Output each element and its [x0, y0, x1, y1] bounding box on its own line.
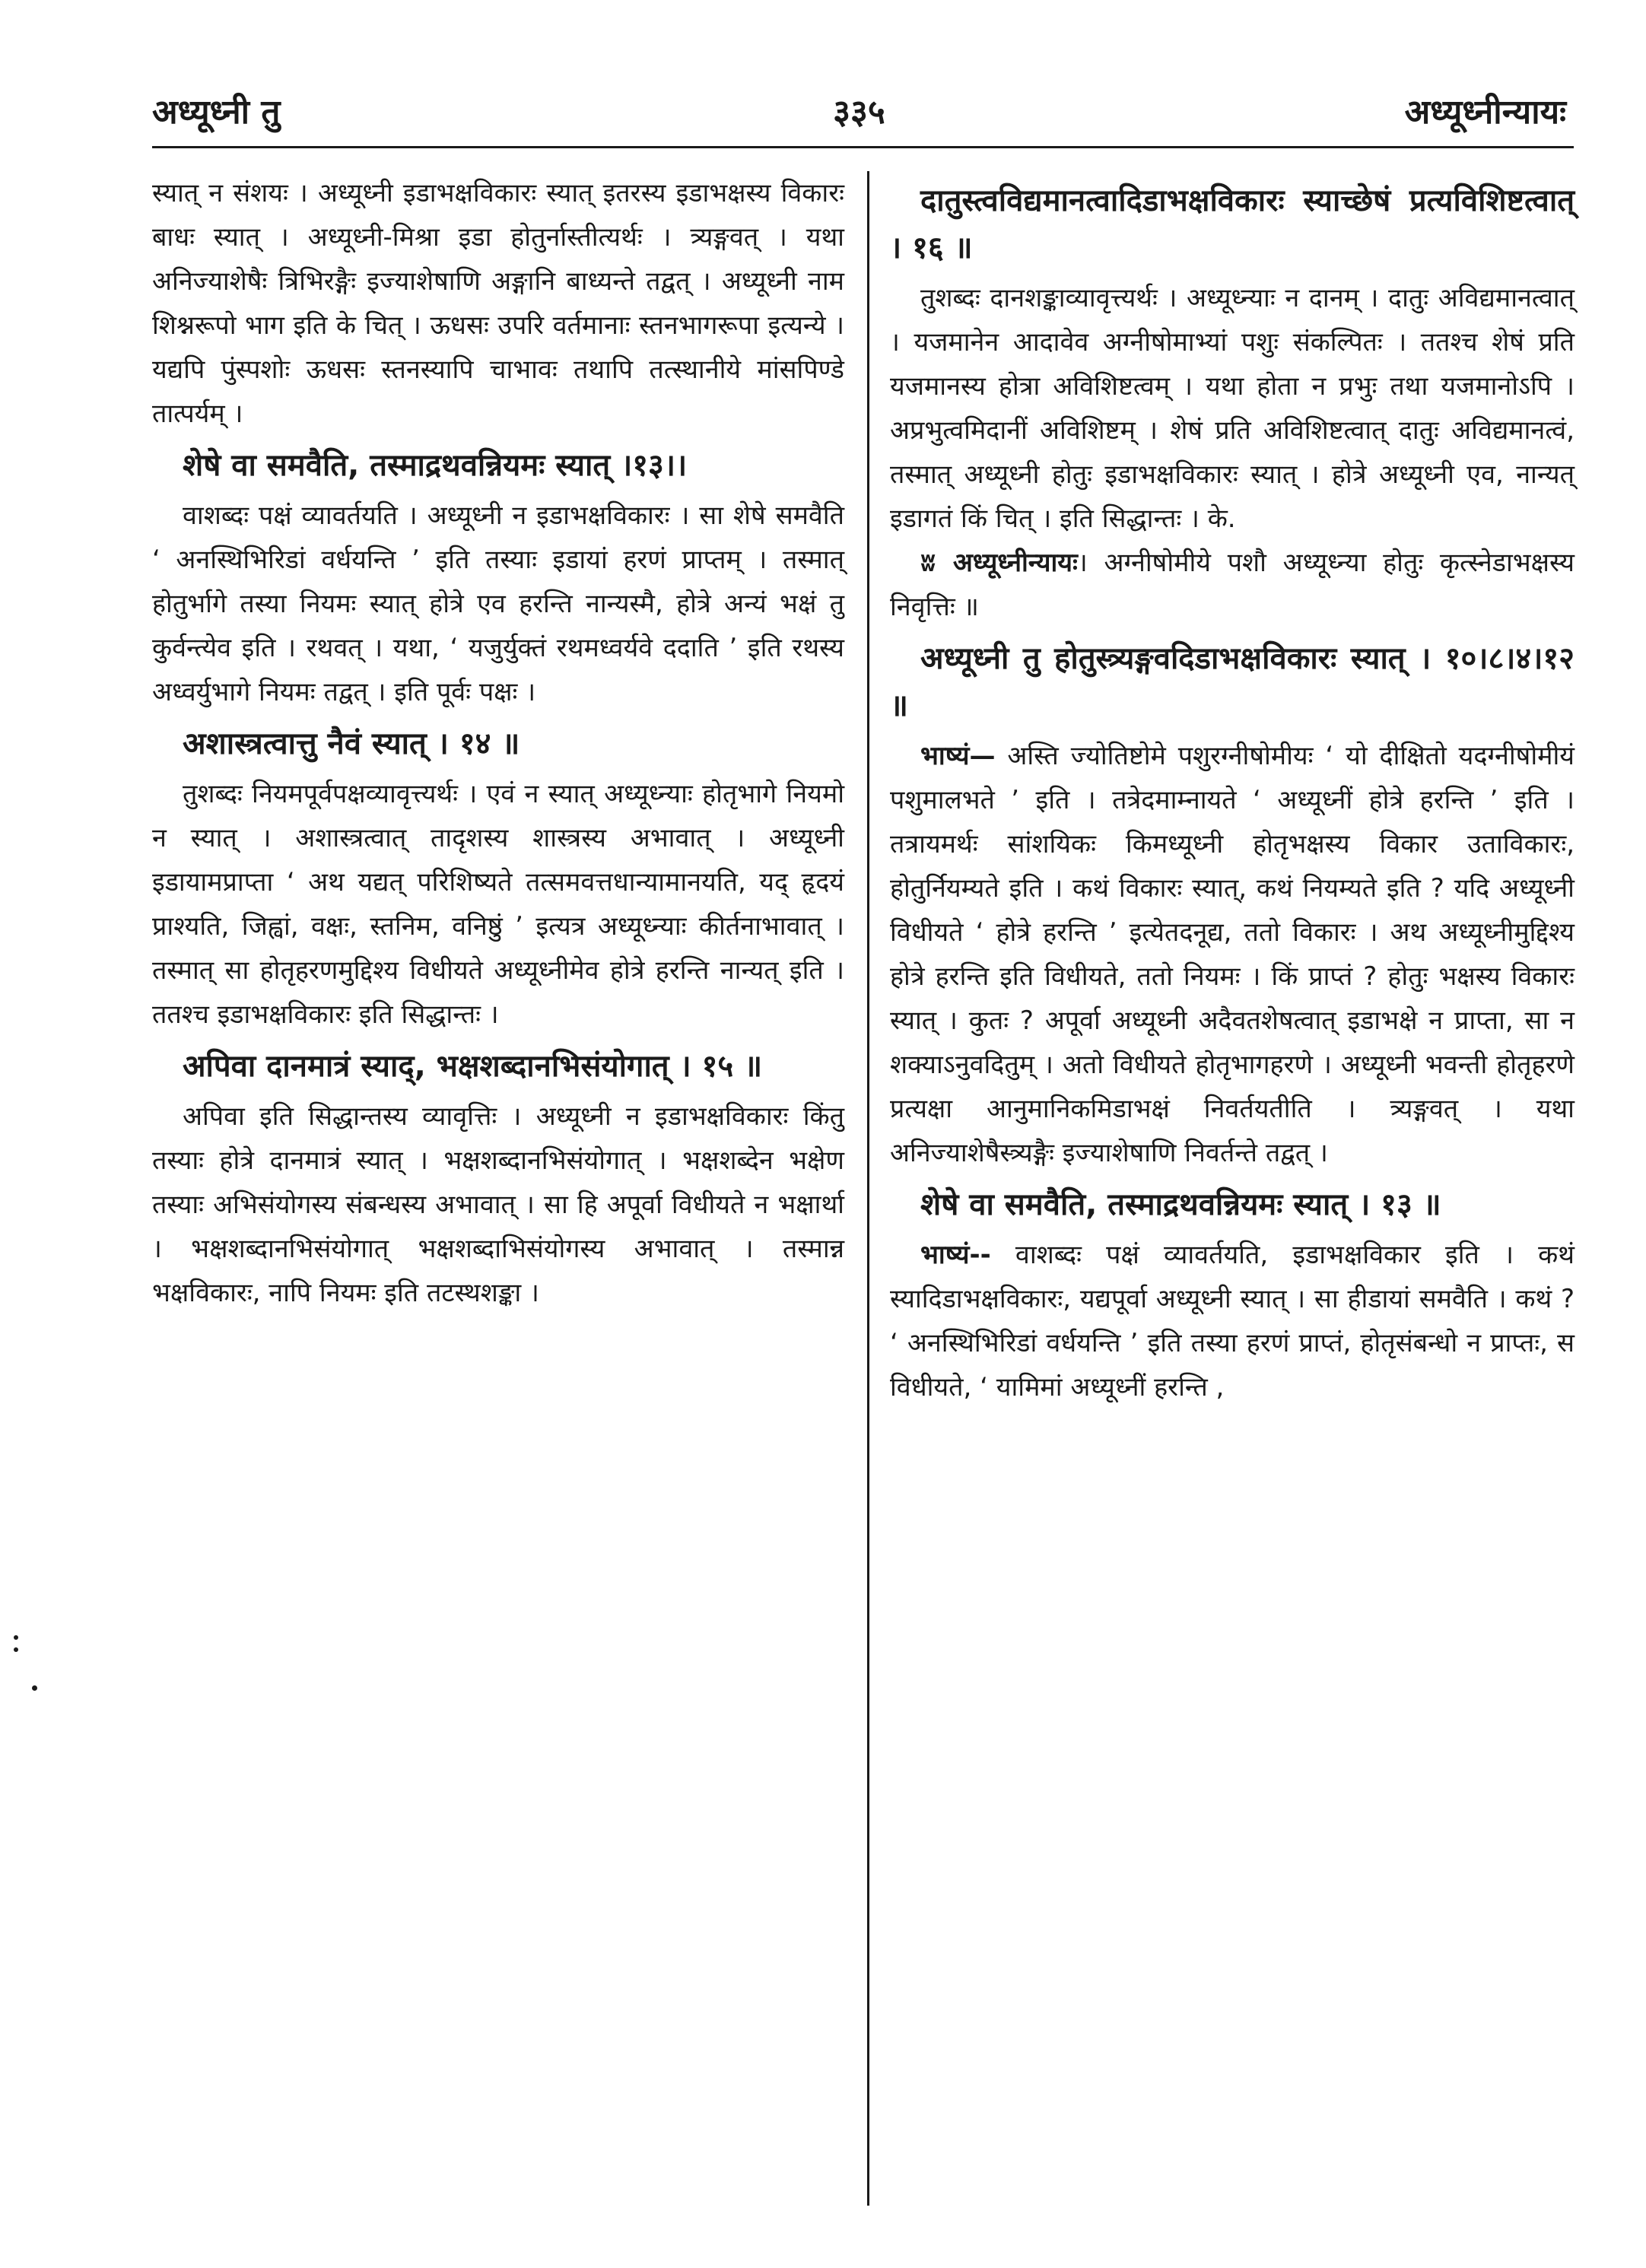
commentary-paragraph: स्यात् न संशयः । अध्यूध्नी इडाभक्षविकारः स्यात् इतरस्य इडाभक्षस्य विकारः बाधः स्यात् । अध्यूध्नी-मिश्रा इडा होतुर्नास्तीत्यर्थः । त्र्यङ्गवत् । यथा अनिज्याशेषैः त्रिभिरङ्गैः इज्याशेषाणि अङ्गानि बाध्यन्ते तद्वत् । अध्यूध्नी नाम शिश्नरूपो भाग इति के चित् । ऊधसः उपरि वर्तमानाः स्तनभागरूपा इत्यन्ये । यद्यपि पुंस्पशोः ऊधसः स्तनस्यापि चाभावः तथापि तत्स्थानीये मांसपिण्डे तात्पर्यम् । — [152, 178, 844, 429]
left-column — [152, 171, 844, 1315]
sutra-16: दातुस्त्वविद्यमानत्वादिडाभक्षविकारः स्याच्छेषं प्रत्यविशिष्टत्वात् । १६ ॥ — [890, 183, 1575, 265]
nyaya-summary — [890, 541, 1575, 629]
sutra-14: अशास्त्रत्वात्तु नैवं स्यात् । १४ ॥ — [183, 726, 520, 761]
bhashya-paragraph — [890, 1233, 1575, 1409]
margin-tick — [14, 1647, 18, 1652]
right-column — [890, 171, 1575, 1409]
running-head-right: अध्यूध्नीन्यायः — [1404, 93, 1566, 132]
bhashya-label: भाष्यं— — [920, 741, 996, 771]
margin-dot — [32, 1685, 37, 1691]
sutra-13-bhashya: शेषे वा समवैति, तस्माद्रथवन्नियमः स्यात् । १३ ॥ — [920, 1187, 1441, 1222]
page-header — [152, 87, 1566, 148]
bhashya-text: वाशब्दः पक्षं व्यावर्तयति, इडाभक्षविकार इति । कथं स्यादिडाभक्षविकारः, यद्यपूर्वा अध्यूध्नी स्यात् । सा हीडायां समवैति । कथं ? ‘ अनस्थिभिरिडां वर्धयन्ति ’ इति तस्या हरणं प्राप्तं, होतृसंबन्धो न प्राप्तः, स विधीयते, ‘ यामिमां अध्यूध्नीं हरन्ति , — [890, 1240, 1575, 1402]
margin-tick — [14, 1635, 18, 1640]
page-number: ३३५ — [833, 93, 885, 132]
nyaya-text: । अग्नीषोमीये पशौ अध्यूध्न्या होतुः कृत्स्नेडाभक्षस्य निवृत्तिः ॥ — [890, 548, 1575, 622]
commentary-paragraph: तुशब्दः नियमपूर्वपक्षव्यावृत्त्यर्थः । एवं न स्यात् अध्यूध्न्याः होतृभागे नियमो न स्यात् । अशास्त्रत्वात् तादृशस्य शास्त्रस्य अभावात् । अध्यूध्नी इडायामप्राप्ता ‘ अथ यद्यत् परिशिष्यते तत्समवत्तधान्यामानयति, यद् हृदयं प्राश्यति, जिह्वां, वक्षः, स्तनिम, वनिष्ठुं ’ इत्यत्र अध्यूध्न्याः कीर्तनाभावात् । तस्मात् सा होतृहरणमुद्दिश्य विधीयते अध्यूध्नीमेव होत्रे हरन्ति नान्यत् इति । ततश्च इडाभक्षविकारः इति सिद्धान्तः । — [152, 779, 844, 1030]
sutra-13: शेषे वा समवैति, तस्माद्रथवन्नियमः स्यात् ।१३।। — [183, 448, 688, 483]
margin-marks — [14, 1628, 24, 1673]
header-rule — [152, 146, 1574, 148]
running-head-left: अध्यूध्नी तु — [152, 93, 281, 132]
commentary-paragraph: तुशब्दः दानशङ्काव्यावृत्त्यर्थः । अध्यूध्न्याः न दानम् । दातुः अविद्यमानत्वात् । यजमानेन आदावेव अग्नीषोमाभ्यां पशुः संकल्पितः । ततश्च शेषं प्रति यजमानस्य होत्रा अविशिष्टत्वम् । यथा होता न प्रभुः तथा यजमानोऽपि । अप्रभुत्वमिदानीं अविशिष्टम् । शेषं प्रति अविशिष्टत्वात् दातुः अविद्यमानत्वं, तस्मात् अध्यूध्नी होतुः इडाभक्षविकारः स्यात् । होत्रे अध्यूध्नी एव, नान्यत् इडागतं किं चित् । इति सिद्धान्तः । के. — [890, 283, 1575, 534]
column-divider — [867, 171, 869, 2206]
commentary-paragraph: अपिवा इति सिद्धान्तस्य व्यावृत्तिः । अध्यूध्नी न इडाभक्षविकारः किंतु तस्याः होत्रे दानमात्रं स्यात् । भक्षशब्दानभिसंयोगात् । भक्षशब्देन भक्षेण तस्याः अभिसंयोगस्य संबन्धस्य अभावात् । सा हि अपूर्वा विधीयते न भक्षार्था । भक्षशब्दानभिसंयोगात् भक्षशब्दाभिसंयोगस्य अभावात् । तस्मान्न भक्षविकारः, नापि नियमः इति तटस्थशङ्का । — [152, 1101, 844, 1308]
section-marker: ʬ — [920, 548, 936, 578]
bhashya-label: भाष्यं-- — [920, 1240, 991, 1270]
adhikarana-sutra: अध्यूध्नी तु होतुस्त्र्यङ्गवदिडाभक्षविकारः स्यात् । १०।८।४।१२ ॥ — [890, 641, 1575, 723]
nyaya-title: अध्यूध्नीन्यायः — [952, 548, 1078, 578]
commentary-paragraph: वाशब्दः पक्षं व्यावर्तयति । अध्यूध्नी न इडाभक्षविकारः । सा शेषे समवैति ‘ अनस्थिभिरिडां वर्धयन्ति ’ इति तस्याः इडायां हरणं प्राप्तम् । तस्मात् होतुर्भागे तस्या नियमः स्यात् होत्रे एव हरन्ति नान्यस्मै, होत्रे अन्यं भक्षं तु कुर्वन्त्येव इति । रथवत् । यथा, ‘ यजुर्युक्तं रथमध्वर्यवे ददाति ’ इति रथस्य अध्वर्युभागे नियमः तद्वत् । इति पूर्वः पक्षः । — [152, 500, 844, 707]
bhashya-text: अस्ति ज्योतिष्टोमे पशुरग्नीषोमीयः ‘ यो दीक्षितो यदग्नीषोमीयं पशुमालभते ’ इति । तत्रेदमाम्नायते ‘ अध्यूध्नीं होत्रे हरन्ति ’ इति । तत्रायमर्थः सांशयिकः किमध्यूध्नी होतृभक्षस्य विकार उताविकारः, होतुर्नियम्यते इति । कथं विकारः स्यात्, कथं नियम्यते इति ? यदि अध्यूध्नी विधीयते ‘ होत्रे हरन्ति ’ इत्येतदनूद्य, ततो विकारः । अथ अध्यूध्नीमुद्दिश्य होत्रे हरन्ति इति विधीयते, ततो नियमः । किं प्राप्तं ? होतुः भक्षस्य विकारः स्यात् । कुतः ? अपूर्वा अध्यूध्नी अदैवतशेषत्वात् इडाभक्षे न प्राप्ता, सा न शक्याऽनुवदितुम् । अतो विधीयते होतृभागहरणे । अध्यूध्नी भवन्ती होतृहरणे प्रत्यक्षा आनुमानिकमिडाभक्षं निवर्तयतीति । त्र्यङ्गवत् । यथा अनिज्याशेषैस्त्र्यङ्गैः इज्याशेषाणि निवर्तन्ते तद्वत् । — [890, 741, 1575, 1168]
sutra-15: अपिवा दानमात्रं स्याद्, भक्षशब्दानभिसंयोगात् । १५ ॥ — [183, 1049, 763, 1084]
bhashya-paragraph — [890, 734, 1575, 1175]
